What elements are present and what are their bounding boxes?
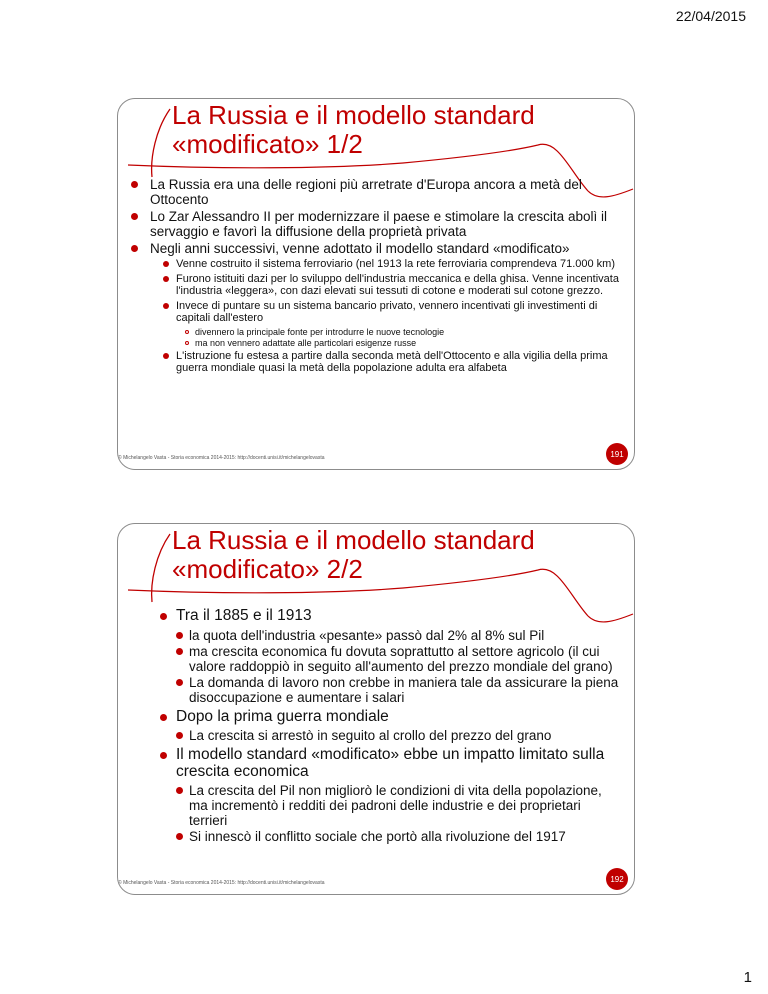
slide-192 [117,523,635,895]
bullet-l2: Invece di puntare su un sistema bancario privato, vennero incentivati gli investimenti di capitali dall'estero [118,300,622,325]
bullet-l3: ma non vennero adattate alle particolari esigenze russe [118,338,622,350]
slide-footer: © Michelangelo Vasta - Storia economica 2014-2015: http://docenti.unisi.it/michelangelovasta [118,455,325,461]
bullet-l2: La domanda di lavoro non crebbe in maniera tale da assicurare la piena disoccupazione e aumentare i salari [118,675,622,705]
bullet-l2: L'istruzione fu estesa a partire dalla seconda metà dell'Ottocento e alla vigilia della prima guerra mondiale quasi la metà della popolazione adulta era alfabeta [118,350,622,375]
bullet-l1: Dopo la prima guerra mondiale [118,709,622,726]
slide-title [172,526,535,584]
bullet-list [118,604,622,845]
bullet-l1: La Russia era una delle regioni più arretrate d'Europa ancora a metà del Ottocento [118,177,622,207]
bullet-l2: Si innescò il conflitto sociale che portò alla rivoluzione del 1917 [118,829,622,844]
bullet-l2: la quota dell'industria «pesante» passò dal 2% al 8% sul Pil [118,628,622,643]
slide-footer: © Michelangelo Vasta - Storia economica 2014-2015: http://docenti.unisi.it/michelangelovasta [118,880,325,886]
slide-number-badge: 192 [606,868,628,890]
title-line-2: «modificato» 2/2 [172,554,363,584]
bullet-l1: Tra il 1885 e il 1913 [118,608,622,625]
bullet-l2: ma crescita economica fu dovuta soprattutto al settore agricolo (il cui valore raddoppiò in seguito all'aumento del prezzo mondiale del grano) [118,644,622,674]
bullet-l2: Venne costruito il sistema ferroviario (nel 1913 la rete ferroviaria comprendeva 71.000 km) [118,258,622,271]
title-line-2: «modificato» 1/2 [172,129,363,159]
slide-191 [117,98,635,470]
bullet-l3: divennero la principale fonte per introdurre le nuove tecnologie [118,327,622,339]
bullet-l1: Lo Zar Alessandro II per modernizzare il paese e stimolare la crescita abolì il servaggio e favorì la diffusione della proprietà privata [118,209,622,239]
slide-number-badge: 191 [606,443,628,465]
page-date: 22/04/2015 [675,8,746,24]
bullet-l2: Furono istituiti dazi per lo sviluppo dell'industria meccanica e della ghisa. Venne incentivata l'industria «leggera», con dazi elevati sui tessuti di cotone e moderati sul cotone grezzo. [118,273,622,298]
bullet-l2: La crescita del Pil non migliorò le condizioni di vita della popolazione, ma incrementò i redditi dei padroni delle industrie e dei proprietari terrieri [118,783,622,828]
page-number: 1 [743,969,752,986]
title-line-1: La Russia e il modello standard [172,525,535,555]
bullet-l1: Negli anni successivi, venne adottato il modello standard «modificato» [118,241,622,256]
title-line-1: La Russia e il modello standard [172,100,535,130]
bullet-l1: Il modello standard «modificato» ebbe un impatto limitato sulla crescita economica [118,747,622,780]
bullet-l2: La crescita si arrestò in seguito al crollo del prezzo del grano [118,728,622,743]
bullet-list [118,177,622,377]
slide-title [172,101,535,159]
